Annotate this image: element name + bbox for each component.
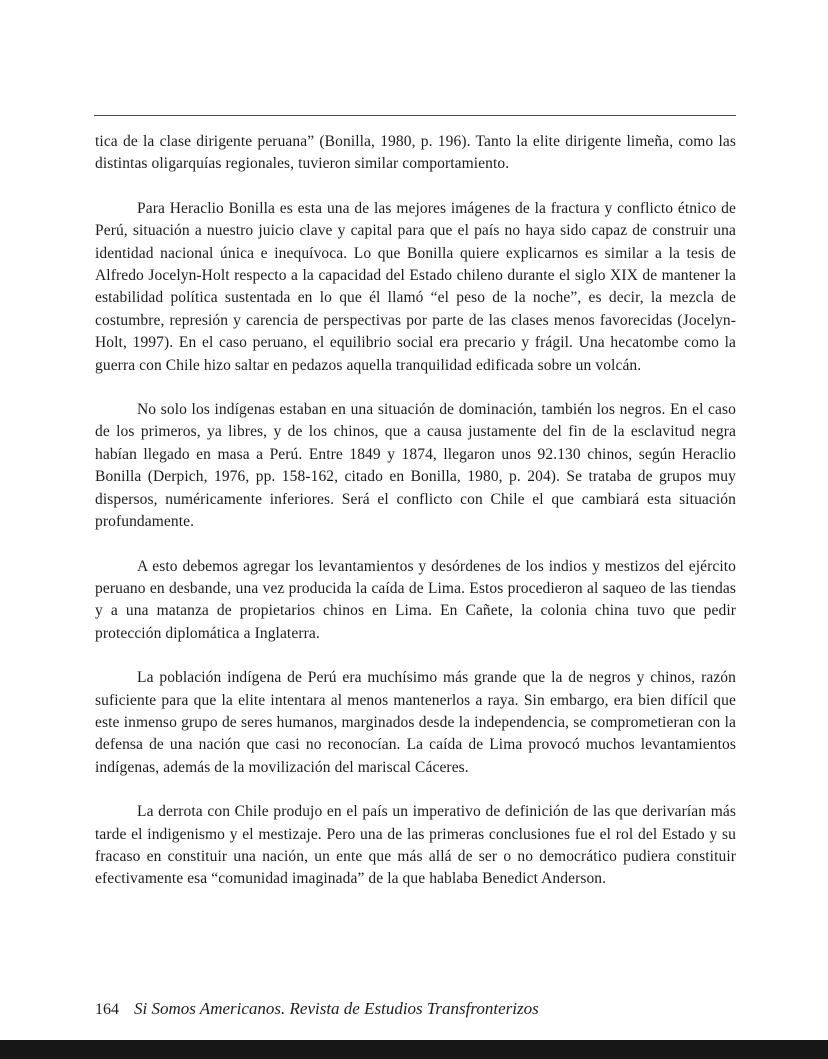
paragraph: A esto debemos agregar los levantamientos y desórdenes de los indios y mestizos del ejército peruano en desbande, una vez producida la caída de Lima. Estos procedieron al saqueo de las tiendas y a una matanza de propietarios chinos en Lima. En Cañete, la colonia china tuvo que pedir protección diplomática a Inglaterra. — [95, 557, 736, 642]
paragraph: Para Heraclio Bonilla es esta una de las mejores imágenes de la fractura y conflicto étnico de Perú, situación a nuestro juicio clave y capital para que el país no haya sido capaz de construir una identidad nacional única e inequívoca. Lo que Bonilla quiere explicarnos es similar a la tesis de Alfredo Jocelyn-Holt respecto a la capacidad del Estado chileno durante el siglo XIX de mantener la estabilidad política sustentada en lo que él llamó “el peso de la noche”, es decir, la mezcla de costumbre, represión y carencia de perspectivas por parte de las clases menos favorecidas (Jocelyn-Holt, 1997). En el caso peruano, el equilibrio social era precario y frágil. Una hecatombe como la guerra con Chile hizo saltar en pedazos aquella tranquilidad edificada sobre un volcán. — [95, 199, 736, 374]
body-text — [95, 131, 736, 913]
paragraph: La población indígena de Perú era muchísimo más grande que la de negros y chinos, razón suficiente para que la elite intentara al menos mantenerlos a raya. Sin embargo, era bien difícil que este inmenso grupo de seres humanos, marginados desde la independencia, se comprometieran con la defensa de una nación que casi no reconocían. La caída de Lima provocó muchos levantamientos indígenas, además de la movilización del mariscal Cáceres. — [95, 669, 736, 776]
paragraph: No solo los indígenas estaban en una situación de dominación, también los negros. En el caso de los primeros, ya libres, y de los chinos, que a causa justamente del fin de la esclavitud negra habían llegado en masa a Perú. Entre 1849 y 1874, llegaron unos 92.130 chinos, según Heraclio Bonilla (Derpich, 1976, pp. 158-162, citado en Bonilla, 1980, p. 204). Se trataba de grupos muy dispersos, numéricamente inferiores. Será el conflicto con Chile el que cambiará esta situación profundamente. — [95, 401, 736, 531]
footer — [95, 999, 736, 1019]
bottom-edge-bar — [0, 1040, 828, 1059]
page-number: 164 — [95, 1001, 119, 1018]
journal-title: Si Somos Americanos. Revista de Estudios Transfronterizos — [134, 999, 539, 1018]
header-rule — [94, 115, 736, 116]
paragraph: La derrota con Chile produjo en el país un imperativo de definición de las que derivarían más tarde el indigenismo y el mestizaje. Pero una de las primeras conclusiones fue el rol del Estado y su fracaso en constituir una nación, un ente que más allá de ser o no democrático pudiera constituir efectivamente esa “comunidad imaginada” de la que hablaba Benedict Anderson. — [95, 803, 736, 888]
paragraph: tica de la clase dirigente peruana” (Bonilla, 1980, p. 196). Tanto la elite dirigente limeña, como las distintas oligarquías regionales, tuvieron similar comportamiento. — [95, 133, 736, 173]
